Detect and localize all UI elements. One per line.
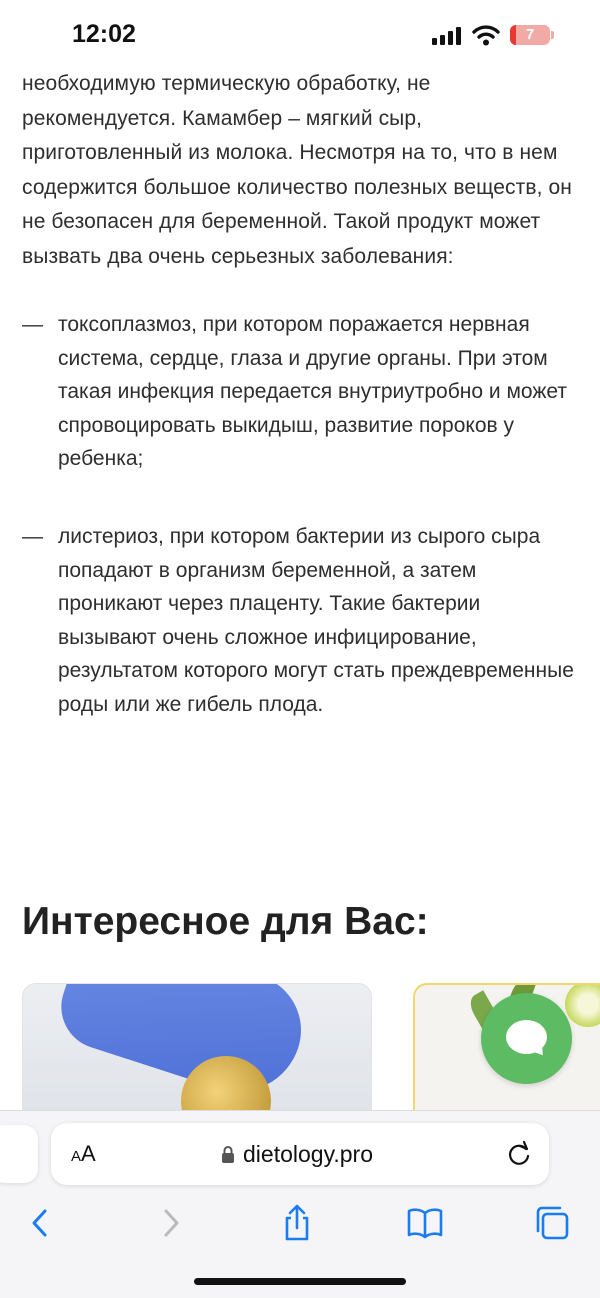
- share-icon: [281, 1204, 313, 1242]
- tabs-button[interactable]: [530, 1201, 574, 1245]
- chat-button[interactable]: [481, 993, 572, 1084]
- back-icon: [29, 1208, 51, 1238]
- article-body: [22, 67, 582, 722]
- related-heading: Интересное для Вас:: [22, 900, 429, 943]
- article-paragraph: необходимую термическую обработку, не рекомендуется. Камамбер – мягкий сыр, приготовленный из молока. Несмотря на то, что в нем содержится большое количество полезных веществ, он не безопасен для беременной. Такой продукт может вызвать два очень серьезных заболевания:: [22, 72, 572, 268]
- bookmarks-button[interactable]: [403, 1201, 447, 1245]
- status-time: 12:02: [72, 20, 136, 48]
- battery-level: 7: [525, 26, 535, 43]
- cellular-signal-icon: [432, 27, 462, 45]
- previous-tab-preview[interactable]: [0, 1125, 38, 1183]
- lock-icon: [221, 1145, 235, 1163]
- share-button[interactable]: [275, 1201, 319, 1245]
- bookmarks-icon: [406, 1207, 444, 1239]
- list-item-text: листериоз, при котором бактерии из сырого сыра попадают в организм беременной, а затем проникают через плаценту. Такие бактерии вызывают очень сложное инфицирование, результатом которого могут стать преждевременные роды или же гибель плода.: [58, 524, 574, 716]
- address-bar[interactable]: [51, 1123, 549, 1185]
- forward-icon: [160, 1208, 182, 1238]
- battery-icon: [510, 25, 550, 45]
- page-settings-button[interactable]: AA: [71, 1141, 96, 1166]
- disease-list: [22, 308, 582, 722]
- browser-toolbar: [0, 1110, 600, 1298]
- status-bar: [0, 0, 600, 72]
- tabs-icon: [534, 1205, 570, 1241]
- wifi-icon: [472, 24, 500, 46]
- list-item-text: токсоплазмоз, при котором поражается нервная система, сердце, глаза и другие органы. При этом такая инфекция передается внутриутробно и может спровоцировать выкидыш, развитие пороков у ребенка;: [58, 313, 567, 471]
- list-item: [22, 308, 582, 476]
- list-item: [22, 520, 582, 722]
- list-dash: —: [22, 524, 43, 548]
- list-dash: —: [22, 313, 43, 336]
- battery-tip: [551, 31, 554, 39]
- lime-image: [565, 983, 600, 1027]
- back-button[interactable]: [18, 1201, 62, 1245]
- url-text: dietology.pro: [243, 1141, 373, 1167]
- forward-button[interactable]: [149, 1201, 193, 1245]
- reload-icon[interactable]: [505, 1140, 533, 1168]
- related-card-vitamin[interactable]: [22, 983, 372, 1125]
- home-indicator[interactable]: [194, 1278, 406, 1285]
